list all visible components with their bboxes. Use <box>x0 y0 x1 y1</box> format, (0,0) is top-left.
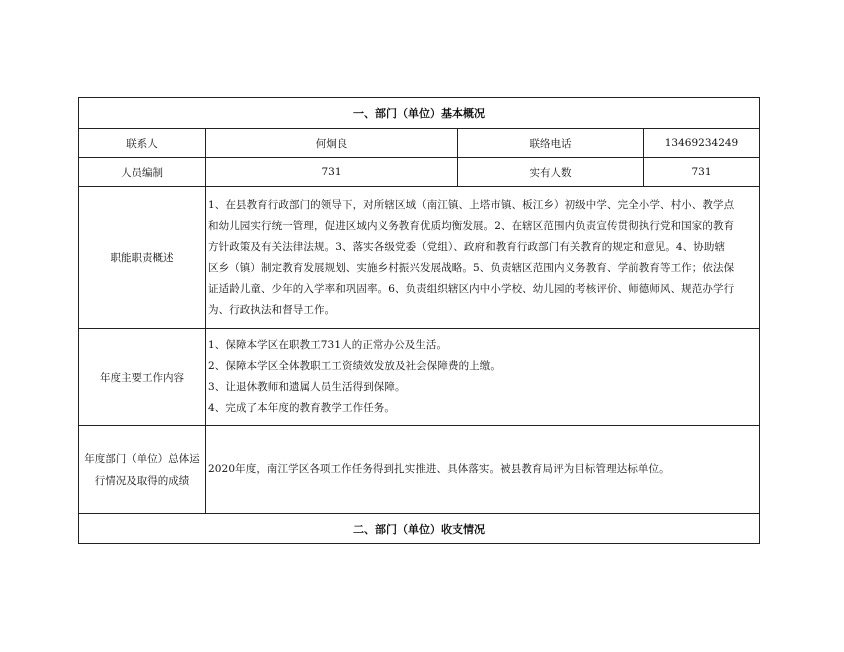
staffing-row <box>79 158 760 187</box>
actual-staff-label: 实有人数 <box>458 158 644 187</box>
annual-work-row <box>79 329 760 426</box>
duties-line: 和幼儿园实行统一管理，促进区域内义务教育优质均衡发展。2、在辖区范围内负责宣传贯彻执行党和国家的教育 <box>208 219 735 232</box>
actual-staff-value: 731 <box>644 158 760 187</box>
section2-row <box>79 514 760 544</box>
performance-label-line: 行情况及取得的成绩 <box>94 474 190 487</box>
duties-label: 职能职责概述 <box>79 187 206 329</box>
section2-title: 二、部门（单位）收支情况 <box>79 514 760 544</box>
duties-text <box>206 187 760 329</box>
contact-row <box>79 129 760 158</box>
performance-label-line: 年度部门（单位）总体运 <box>84 452 200 465</box>
duties-line: 区乡（镇）制定教育发展规划、实施乡村振兴发展战略。5、负责辖区范围内义务教育、学前教育等工作；依法保 <box>208 261 735 274</box>
list-item: 1、保障本学区在职教工731人的正常办公及生活。 <box>208 339 448 351</box>
performance-label <box>79 426 206 514</box>
duties-line: 为、行政执法和督导工作。 <box>208 303 336 316</box>
phone-label: 联络电话 <box>458 129 644 158</box>
list-item: 3、让退休教师和遗属人员生活得到保障。 <box>208 381 406 393</box>
staffing-value: 731 <box>206 158 458 187</box>
annual-work-label: 年度主要工作内容 <box>79 329 206 426</box>
annual-work-list <box>206 329 760 426</box>
section1-title: 一、部门（单位）基本概况 <box>79 98 760 129</box>
performance-row <box>79 426 760 514</box>
list-item: 2、保障本学区全体教职工工资绩效发放及社会保障费的上缴。 <box>208 360 501 372</box>
performance-text: 2020年度，南江学区各项工作任务得到扎实推进、具体落实。被县教育局评为目标管理达标单位。 <box>206 426 760 514</box>
section1-row <box>79 98 760 129</box>
overview-table <box>78 97 760 544</box>
duties-line: 方针政策及有关法律法规。3、落实各级党委（党组）、政府和教育行政部门有关教育的规定和意见。4、协助辖 <box>208 240 726 253</box>
duties-line: 1、在县教育行政部门的领导下，对所辖区域（南江镇、上塔市镇、板江乡）初级中学、完全小学、村小、教学点 <box>208 198 735 211</box>
phone-value: 13469234249 <box>644 129 760 158</box>
duties-row <box>79 187 760 329</box>
contact-label: 联系人 <box>79 129 206 158</box>
duties-line: 证适龄儿童、少年的入学率和巩固率。6、负责组织辖区内中小学校、幼儿园的考核评价、师德师风、规范办学行 <box>208 282 735 295</box>
list-item: 4、完成了本年度的教育教学工作任务。 <box>208 402 395 414</box>
contact-name: 何炯良 <box>206 129 458 158</box>
staffing-label: 人员编制 <box>79 158 206 187</box>
